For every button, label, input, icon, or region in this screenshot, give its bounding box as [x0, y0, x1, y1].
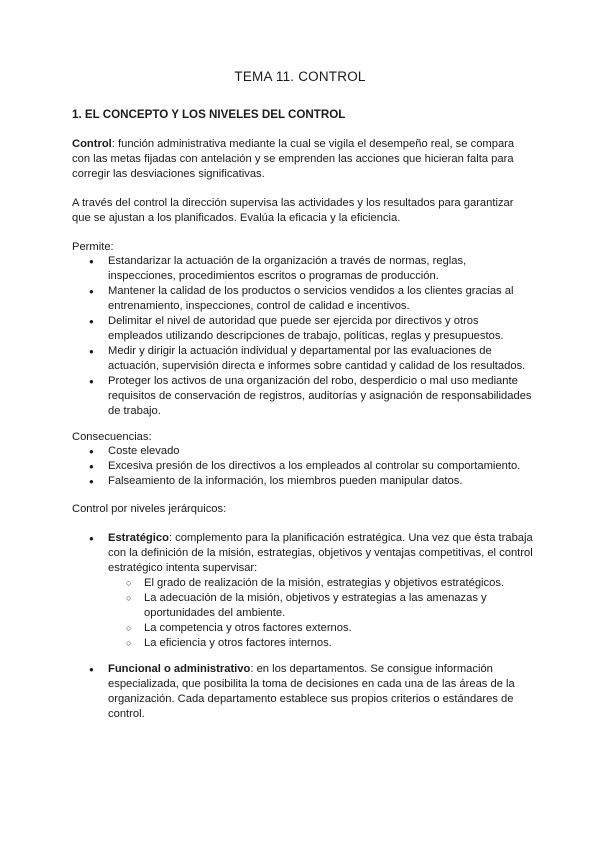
control-paragraph: A través del control la dirección supervisa las actividades y los resultados para garantizar que se ajustan a los planificados. Evalúa la eficacia y la eficiencia.: [72, 197, 514, 224]
list-item: ● Proteger los activos de una organización del robo, desperdicio o mal uso mediante requisitos de conservación de registros, auditorías y asignación de responsabilidades de trabajo.: [72, 374, 534, 419]
funcional-text: : en los departamentos. Se consigue información especializada, que posibilita la toma de decisiones en cada una de las áreas de la organización. Cada departamento establece sus propios criterios o estándares de control.: [108, 663, 515, 720]
page-title: TEMA 11. CONTROL: [234, 69, 366, 84]
permite-label: Permite:: [72, 241, 114, 253]
funcional-list: [72, 662, 534, 722]
sub-list-item: ○ La competencia y otros factores externos.: [108, 621, 534, 636]
list-item: ● Falseamiento de la información, los miembros pueden manipular datos.: [72, 474, 534, 489]
sub-list-item: ○ La eficiencia y otros factores internos.: [108, 636, 534, 651]
list-item: ● Delimitar el nivel de autoridad que puede ser ejercida por directivos y otros empleados utilizando descripciones de trabajo, políticas, reglas y presupuestos.: [72, 314, 534, 344]
permite-list: [72, 254, 534, 419]
estrategico-sublist: [108, 576, 534, 651]
estrategico-term: Estratégico: [108, 532, 169, 544]
list-item-funcional: [72, 662, 534, 722]
consecuencias-list: [72, 444, 534, 489]
sub-list-item: ○ La adecuación de la misión, objetivos y estrategias a las amenazas y oportunidades del ambiente.: [108, 591, 534, 621]
control-term: Control: [72, 138, 112, 150]
estrategico-list: [72, 531, 534, 651]
list-item: ● Excesiva presión de los directivos a los empleados al controlar su comportamiento.: [72, 459, 534, 474]
list-item-estrategico: [72, 531, 534, 651]
niveles-label: Control por niveles jerárquicos:: [72, 503, 227, 515]
list-item: ● Coste elevado: [72, 444, 534, 459]
estrategico-text: : complemento para la planificación estratégica. Una vez que ésta trabaja con la definición de la misión, estrategias, objetivos y ventajas competitivas, el control estratégico intenta supervisar:: [108, 532, 533, 574]
sub-list-item: ○ El grado de realización de la misión, estrategias y objetivos estratégicos.: [108, 576, 534, 591]
funcional-term: Funcional o administrativo: [108, 663, 251, 675]
control-definition-text: : función administrativa mediante la cual se vigila el desempeño real, se compara con las metas fijadas con antelación y se emprenden las acciones que hicieran falta para corregir las desviaciones significativas.: [72, 138, 515, 180]
list-item: ● Estandarizar la actuación de la organización a través de normas, reglas, inspecciones, procedimientos escritos o programas de producción.: [72, 254, 534, 284]
list-item: ● Medir y dirigir la actuación individual y departamental por las evaluaciones de actuación, supervisión directa e informes sobre cantidad y calidad de los resultados.: [72, 344, 534, 374]
section-heading: 1. EL CONCEPTO Y LOS NIVELES DEL CONTROL: [72, 108, 346, 121]
list-item: ● Mantener la calidad de los productos o servicios vendidos a los clientes gracias al entrenamiento, inspecciones, control de calidad e incentivos.: [72, 284, 534, 314]
consecuencias-label: Consecuencias:: [72, 431, 152, 443]
control-definition: [72, 137, 534, 182]
